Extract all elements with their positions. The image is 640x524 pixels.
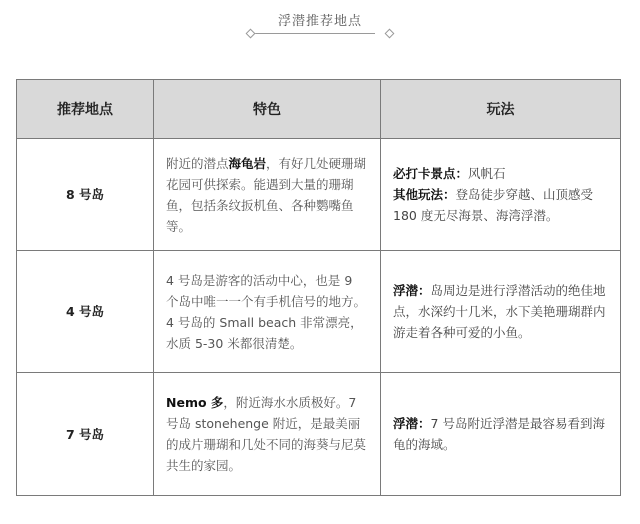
feature-text: 4 号岛是游客的活动中心，也是 9 个岛中唯一一个有手机信号的地方。4 号岛的 Small beach 非常漂亮，水质 5-30 米都很清楚。: [166, 272, 367, 351]
play-label: 必打卡景点：: [393, 166, 469, 181]
play-cell: [381, 251, 621, 373]
section-title-block: [0, 0, 640, 62]
feature-text: ，有好几处硬珊瑚花园可供探索。能遇到大量的珊瑚鱼，包括条纹扳机鱼、各种鹦嘴鱼等。: [166, 155, 367, 234]
play-cell: [381, 373, 621, 496]
play-text: 7 号岛附近浮潜是最容易看到海龟的海域。: [393, 416, 605, 452]
page-title: 浮潜推荐地点: [277, 14, 362, 29]
play-label: 浮潜：: [393, 416, 431, 431]
header-place: 推荐地点: [17, 80, 154, 139]
play-text: 岛周边是进行浮潜活动的绝佳地点，水深约十几米，水下美艳珊瑚群内游走着各种可爱的小鱼。: [393, 283, 606, 340]
place-cell: 4 号岛: [17, 251, 154, 373]
header-feature: 特色: [154, 80, 381, 139]
feature-cell: [154, 373, 381, 496]
place-cell: 7 号岛: [17, 373, 154, 496]
feature-text: 附近的潜点: [166, 155, 229, 171]
table-row: [17, 251, 621, 373]
diamond-ornament-icon: [385, 29, 395, 39]
play-cell: [381, 139, 621, 251]
play-text: 登岛徒步穿越、山顶感受 180 度无尽海景、海湾浮潜。: [393, 187, 594, 223]
feature-cell: [154, 139, 381, 251]
table-header-row: [17, 80, 621, 139]
play-label: 浮潜：: [393, 283, 431, 298]
table-row: [17, 373, 621, 496]
feature-highlight: Nemo 多: [166, 395, 224, 410]
place-cell: 8 号岛: [17, 139, 154, 251]
feature-cell: [154, 251, 381, 373]
feature-highlight: 海龟岩: [228, 155, 267, 171]
table-row: [17, 139, 621, 251]
play-label: 其他玩法：: [393, 187, 456, 202]
diamond-ornament-icon: [246, 29, 256, 39]
play-text: 风帆石: [468, 166, 506, 181]
feature-text: ，附近海水水质极好。7 号岛 stonehenge 附近，是最美丽的成片珊瑚和几处不同的海葵与尼莫共生的家园。: [166, 395, 367, 473]
snorkel-spots-table: [16, 79, 621, 496]
title-divider-line: [252, 33, 375, 34]
header-play: 玩法: [381, 80, 621, 139]
